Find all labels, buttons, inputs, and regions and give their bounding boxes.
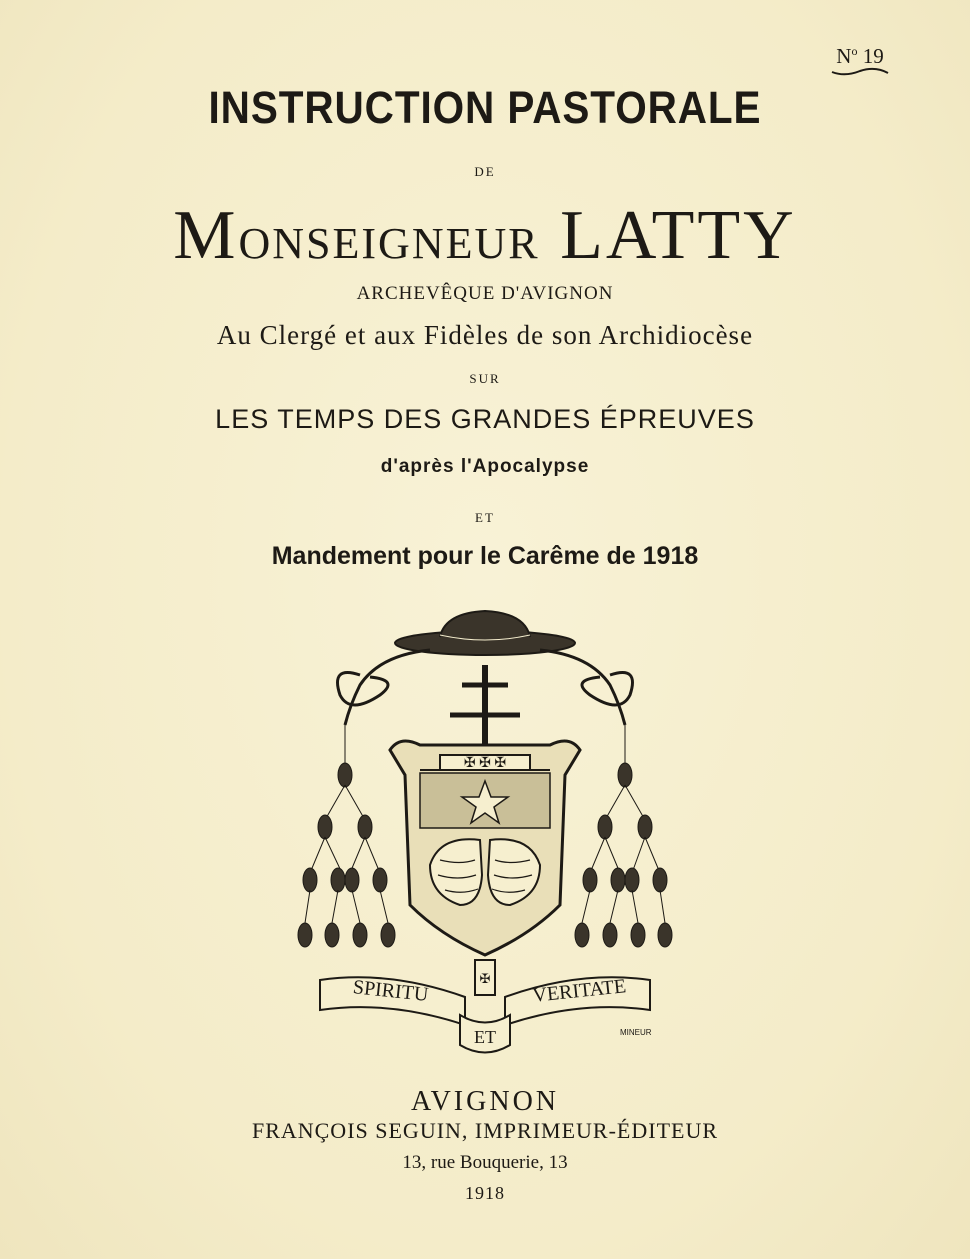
number-label: N bbox=[836, 44, 852, 68]
addressed-to: Au Clergé et aux Fidèles de son Archidiocèse bbox=[216, 320, 754, 350]
mandement-title: Mandement pour le Carême de 1918 bbox=[271, 542, 699, 570]
imprint-address: 13, rue Bouquerie, 13 bbox=[402, 1152, 568, 1173]
number-value: 19 bbox=[862, 44, 884, 68]
coat-of-arms-icon bbox=[290, 605, 680, 1065]
author-title: ONSEIGNEUR bbox=[238, 219, 540, 268]
number-sup: o bbox=[851, 44, 858, 58]
word-sur: SUR bbox=[469, 371, 501, 386]
author-initial: M bbox=[173, 197, 239, 274]
motto-center: ET bbox=[474, 1027, 496, 1047]
svg-text:✠ ✠ ✠: ✠ ✠ ✠ bbox=[463, 756, 507, 771]
imprint-city: AVIGNON bbox=[410, 1086, 560, 1117]
imprint-year: 1918 bbox=[465, 1183, 505, 1203]
author-line bbox=[0, 196, 970, 276]
motto-left: SPIRITU bbox=[351, 976, 430, 1006]
motto-right: VERITATE bbox=[531, 975, 628, 1007]
subject-subtitle: d'après l'Apocalypse bbox=[380, 456, 590, 477]
word-et: ET bbox=[475, 510, 495, 525]
svg-text:✠: ✠ bbox=[479, 971, 491, 986]
word-de: DE bbox=[474, 164, 496, 179]
author-name: LATTY bbox=[560, 197, 797, 274]
engraver-signature: MINEUR bbox=[620, 1028, 652, 1037]
subject-title: LES TEMPS DES GRANDES ÉPREUVES bbox=[215, 404, 755, 434]
issue-number bbox=[830, 44, 890, 77]
document-title: INSTRUCTION PASTORALE bbox=[208, 82, 762, 133]
imprint-publisher: FRANÇOIS SEGUIN, IMPRIMEUR-ÉDITEUR bbox=[251, 1118, 719, 1143]
author-office: ARCHEVÊQUE D'AVIGNON bbox=[356, 283, 614, 304]
flourish-icon bbox=[830, 67, 890, 77]
